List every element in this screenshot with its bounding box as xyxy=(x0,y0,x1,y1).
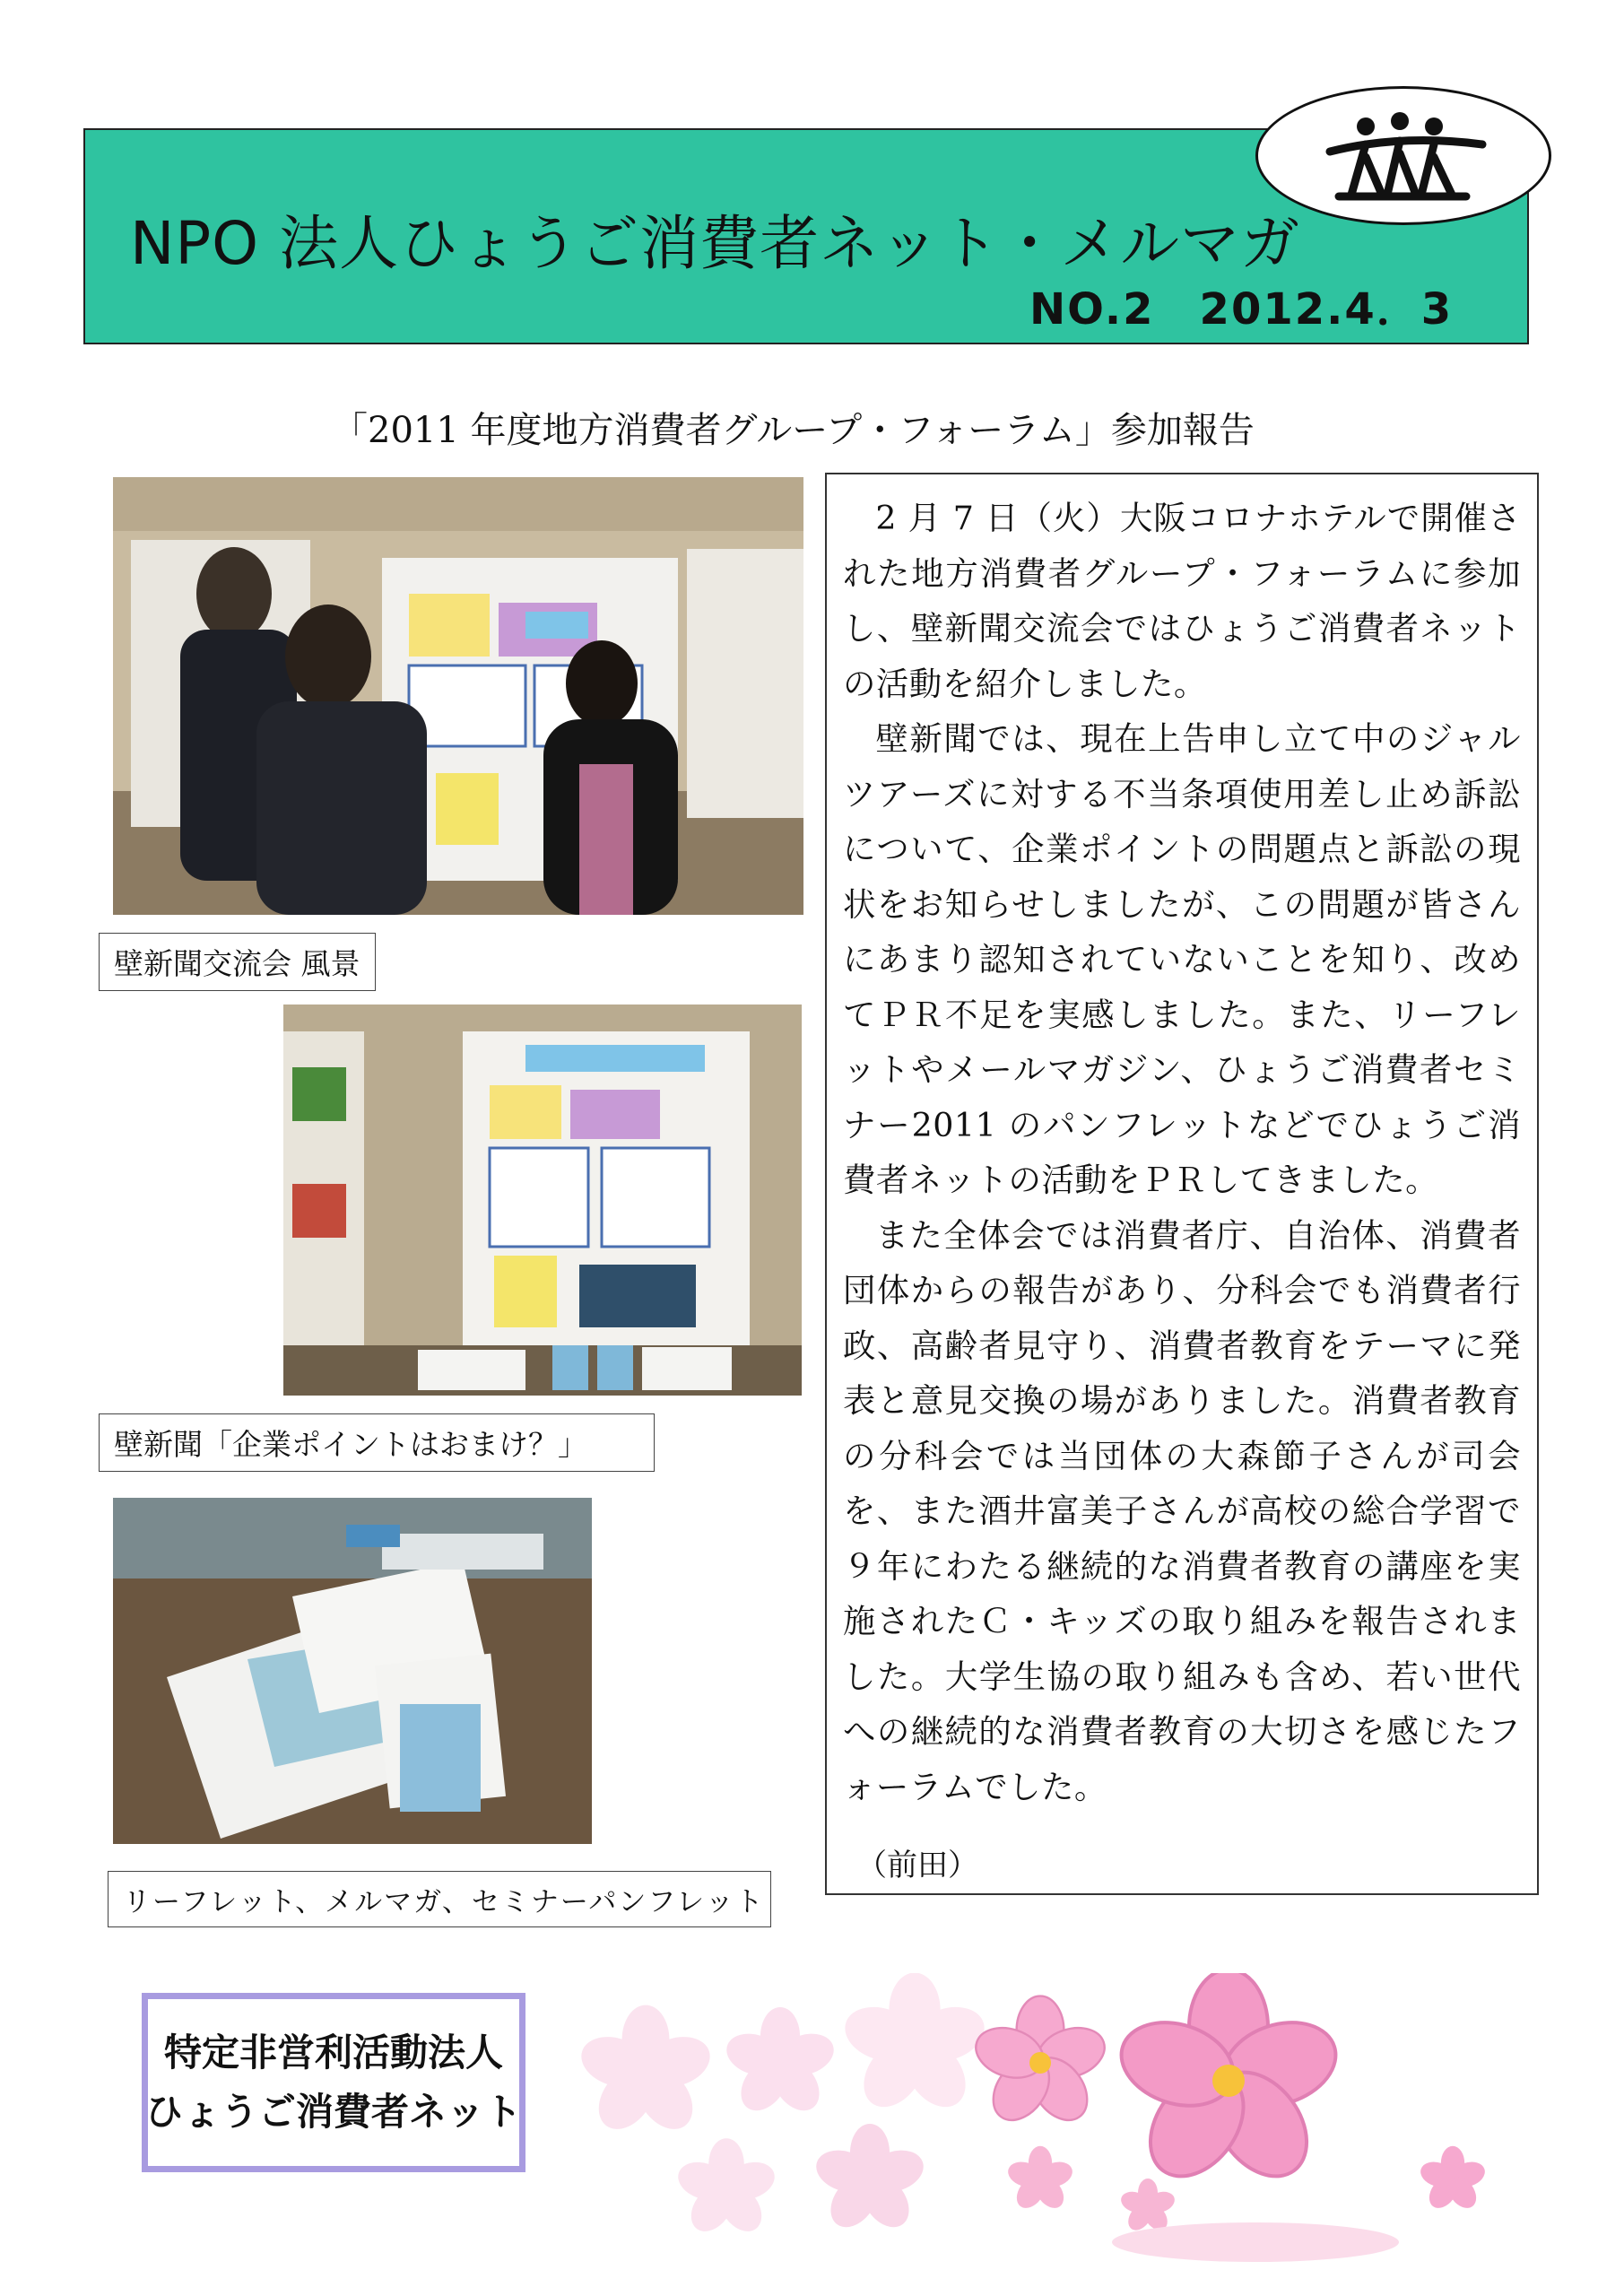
issue-number-date: NO.2 2012.4．3 xyxy=(1029,284,1454,335)
article-paragraph: また全体会では消費者庁、自治体、消費者団体からの報告があり、分科会でも消費者行政、高齢者見守り、消費者教育をテーマに発表と意見交換の場がありました。消費者教育の分科会では当団体の大森節子さんが司会を、また酒井富美子さんが高校の総合学習で９年にわたる継続的な消費者教育の講座を実施されたＣ・キッズの取り組みを報告されました。大学生協の取り組みも含め、若い世代への継続的な消費者教育の大切さを感じたフォーラムでした。 xyxy=(843,1215,1521,1806)
newsletter-title: NPO 法人ひょうご消費者ネット・メルマガ xyxy=(130,209,1301,278)
article-author: （前田） xyxy=(856,1848,978,1883)
photo-caption: 壁新聞「企業ポイントはおまけ？」 xyxy=(99,1413,655,1472)
organization-name: ひょうご消費者ネット xyxy=(145,2090,523,2134)
organization-type: 特定非営利活動法人 xyxy=(163,2031,503,2074)
cherry-blossom-icon xyxy=(574,1973,1578,2278)
organization-name-box xyxy=(142,1993,525,2172)
three-people-logo-icon xyxy=(1255,86,1551,225)
photo-caption: リーフレット、メルマガ、セミナーパンフレット xyxy=(108,1871,771,1927)
article-title: 「2011 年度地方消費者グループ・フォーラム」参加報告 xyxy=(332,410,1255,451)
photo-caption: 壁新聞交流会 風景 xyxy=(99,933,376,991)
leaflets-photo xyxy=(113,1498,592,1844)
article-body xyxy=(843,491,1521,1814)
article-body-box xyxy=(825,473,1539,1895)
wall-newspaper-photo xyxy=(283,1004,802,1396)
article-paragraph: 2 月 7 日（火）大阪コロナホテルで開催された地方消費者グループ・フォーラムに参加し、壁新聞交流会ではひょうご消費者ネットの活動を紹介しました。 xyxy=(843,499,1521,703)
exchange-meeting-photo xyxy=(113,477,803,915)
article-paragraph: 壁新聞では、現在上告申し立て中のジャルツアーズに対する不当条項使用差し止め訴訟について、企業ポイントの問題点と訴訟の現状をお知らせしましたが、この問題が皆さんにあまり認知されていないことを知り、改めてＰＲ不足を実感しました。また、リーフレットやメールマガジン、ひょうご消費者セミナー2011 のパンフレットなどでひょうご消費者ネットの活動をＰＲしてきました。 xyxy=(843,719,1521,1199)
